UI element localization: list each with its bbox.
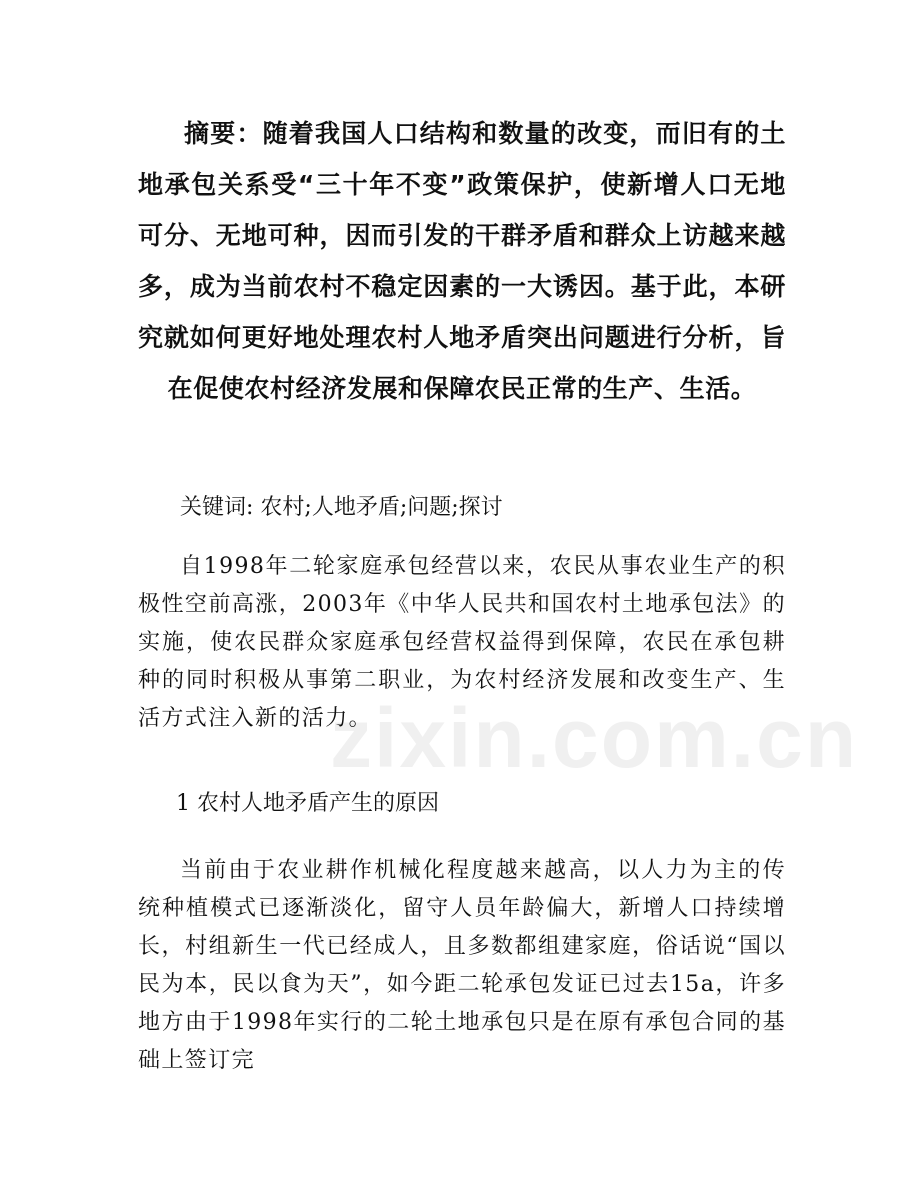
keywords-line: 关键词: 农村;人地矛盾;问题;探讨 <box>180 495 503 520</box>
abstract-paragraph: 摘要：随着我国人口结构和数量的改变，而旧有的土地承包关系受“三十年不变”政策保护，使新增人口无地可分、无地可种，因而引发的干群矛盾和群众上访越来越多，成为当前农村不稳定因素的一大诱因。基于此，本研究就如何更好地处理农村人地矛盾突出问题进行分析，旨在促使农村经济发展和保障农民正常的生产、生活。 <box>138 119 786 403</box>
section-heading: 1 农村人地矛盾产生的原因 <box>176 791 439 816</box>
watermark: zixin.com.cn <box>330 691 859 785</box>
body-paragraph-causes: 当前由于农业耕作机械化程度越来越高，以人力为主的传统种植模式已逐渐淡化，留守人员年龄偏大，新增人口持续增长，村组新生一代已经成人，且多数都组建家庭，俗话说“国以民为本，民以食为天”，如今距二轮承包发证已过去15a，许多地方由于1998年实行的二轮土地承包只是在原有承包合同的基础上签订完 <box>138 858 786 1073</box>
body-paragraph-intro: 自1998年二轮家庭承包经营以来，农民从事农业生产的积极性空前高涨，2003年《中华人民共和国农村土地承包法》的实施，使农民群众家庭承包经营权益得到保障，农民在承包耕种的同时积极从事第二职业，为农村经济发展和改变生产、生活方式注入新的活力。 <box>138 554 786 731</box>
